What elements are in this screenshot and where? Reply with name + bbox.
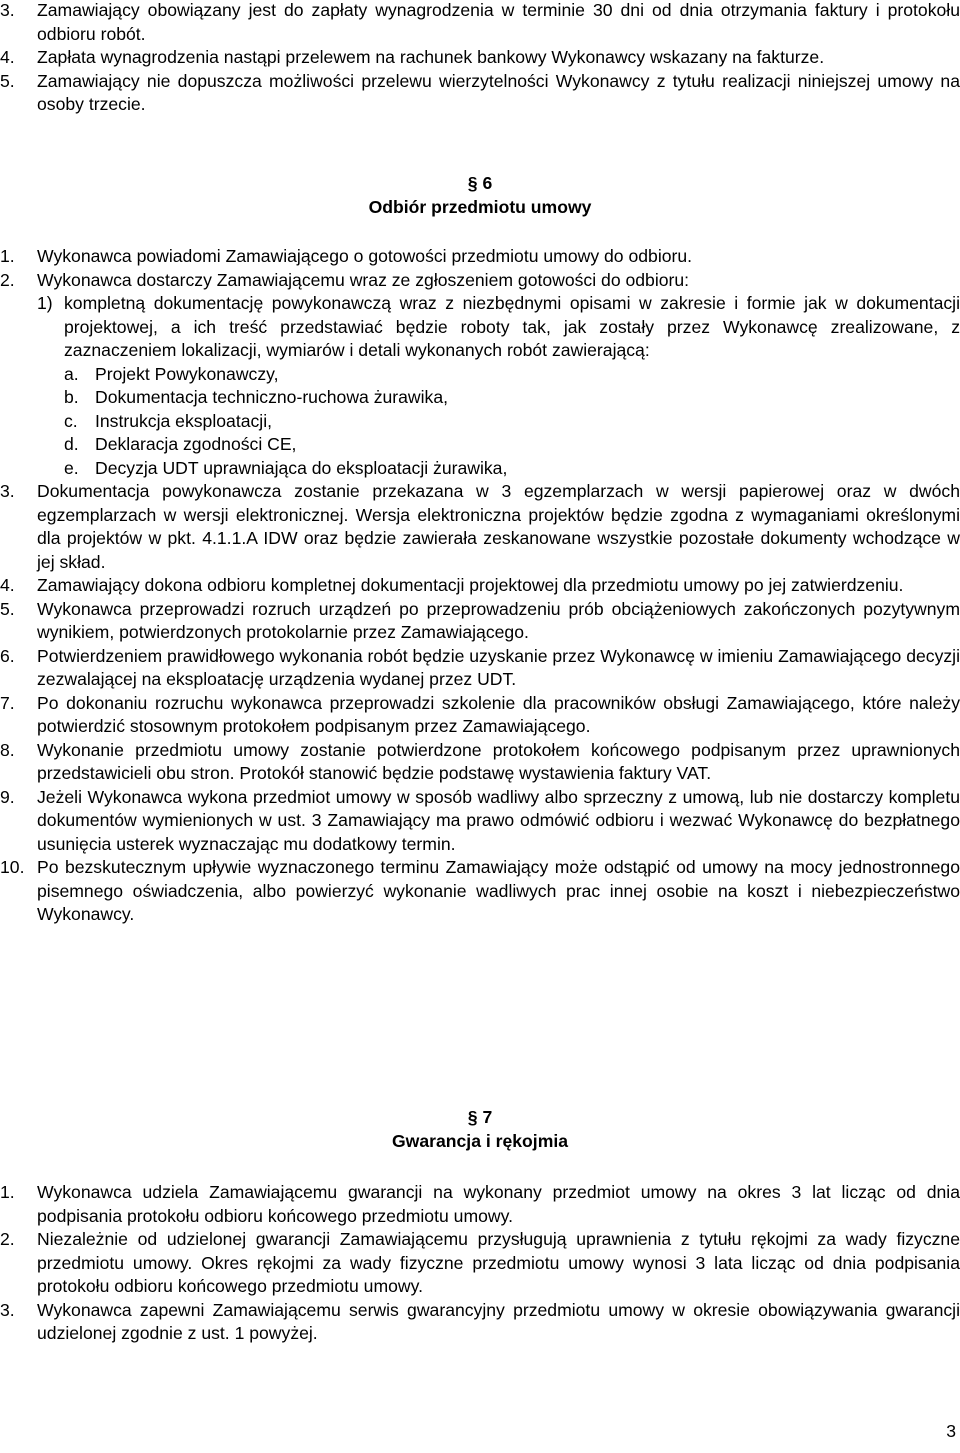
page-number: 3 [946, 1421, 956, 1441]
sub-item-number: 1) [37, 293, 53, 313]
item-number: 1. [0, 246, 15, 266]
list-item [0, 46, 960, 70]
item-text: Wykonawca powiadomi Zamawiającego o gotowości przedmiotu umowy do odbioru. [37, 246, 693, 266]
list-item [0, 739, 960, 786]
letter-number: c. [64, 410, 78, 431]
item-number: 4. [0, 47, 15, 67]
list-item [0, 692, 960, 739]
section-number: § 7 [467, 1107, 493, 1127]
item-text: Potwierdzeniem prawidłowego wykonania robót będzie uzyskanie przez Wykonawcę w imieniu Zamawiającego decyzji zezwalającej na eksploatację urządzenia wydanej przez UDT. [37, 645, 960, 689]
letter-number: d. [64, 434, 79, 454]
list-item [0, 269, 960, 481]
letter-text: Projekt Powykonawczy, [95, 363, 279, 384]
letter-text: Decyzja UDT uprawniająca do eksploatacji żurawika, [95, 457, 508, 478]
letter-number: e. [64, 457, 79, 478]
item-number: 3. [0, 1299, 15, 1320]
list-item [0, 1299, 960, 1346]
list-item [0, 480, 960, 574]
section-7-list [0, 1181, 960, 1346]
item-text: Zamawiający dokona odbioru kompletnej dokumentacji projektowej dla przedmiotu umowy po jej zatwierdzeniu. [37, 575, 904, 595]
letter-text: Instrukcja eksploatacji, [95, 410, 272, 431]
list-item [0, 245, 960, 269]
list-item [0, 645, 960, 692]
item-text: Wykonanie przedmiotu umowy zostanie potwierdzone protokołem końcowego podpisanym przez uprawnionych przedstawicieli obu stron. Protokół stanowić będzie podstawę wystawienia faktury VAT. [37, 739, 960, 783]
letter-item [64, 363, 960, 387]
section-title: Gwarancja i rękojmia [391, 1130, 569, 1151]
section-title: Odbiór przedmiotu umowy [368, 196, 592, 217]
letter-number: a. [64, 363, 79, 384]
section-number: § 6 [467, 173, 493, 193]
letter-number: b. [64, 387, 79, 407]
letter-item [64, 457, 960, 481]
item-text: Niezależnie od udzielonej gwarancji Zamawiającemu przysługują uprawnienia z tytułu rękojmi za wady fizyczne przedmiotu umowy. Okres rękojmi za wady fizyczne przedmiotu umowy wynosi 3 lata licząc od dnia podpisania protokołu odbioru końcowego przedmiotu umowy. [37, 1229, 960, 1296]
section-6-heading [0, 172, 960, 219]
item-text: Po dokonaniu rozruchu wykonawca przeprowadzi szkolenie dla pracowników obsługi Zamawiającego, które należy potwierdzić stosownym protokołem podpisanym przez Zamawiającego. [37, 692, 960, 736]
section-6-list [0, 245, 960, 927]
item-text: Dokumentacja powykonawcza zostanie przekazana w 3 egzemplarzach w wersji papierowej oraz w dwóch egzemplarzach w wersji elektronicznej. Wersja elektroniczna projektów będzie zgodna z wymaganiami określonymi dla projektów w pkt. 4.1.1.A IDW oraz będzie zawierała zeskanowane wszystkie pozostałe dokumenty wchodzące w jej skład. [37, 481, 960, 572]
item-number: 5. [0, 598, 15, 619]
list-item [0, 0, 960, 46]
sub-item [37, 292, 960, 480]
list-item [0, 786, 960, 857]
item-number: 6. [0, 645, 15, 666]
section-7-heading [0, 1106, 960, 1153]
top-items-list [0, 0, 960, 117]
item-number: 9. [0, 786, 15, 807]
item-text: Zapłata wynagrodzenia nastąpi przelewem na rachunek bankowy Wykonawcy wskazany na fakturze. [37, 47, 825, 67]
item-text: Wykonawca przeprowadzi rozruch urządzeń po przeprowadzeniu prób obciążeniowych zakończonych pozytywnym wynikiem, potwierdzonych protokolarnie przez Zamawiającego. [37, 598, 960, 642]
item-text: Wykonawca zapewni Zamawiającemu serwis gwarancyjny przedmiotu umowy w okresie obowiązywania gwarancji udzielonej zgodnie z ust. 1 powyżej. [37, 1299, 960, 1343]
letter-item [64, 433, 960, 457]
item-text: Jeżeli Wykonawca wykona przedmiot umowy w sposób wadliwy albo sprzeczny z umową, lub nie dostarczy kompletu dokumentów wymienionych w ust. 3 Zamawiający ma prawo odmówić odbioru i wezwać Wykonawcę do bezpłatnego usunięcia usterek wyznaczając mu dodatkowy termin. [37, 786, 960, 854]
item-text: Po bezskutecznym upływie wyznaczonego terminu Zamawiający może odstąpić od umowy na mocy jednostronnego pisemnego oświadczenia, albo powierzyć wykonanie wadliwych prac innej osobie na koszt i niebezpieczeństwo Wykonawcy. [37, 857, 960, 924]
list-item [0, 70, 960, 117]
list-item [0, 574, 960, 598]
item-number: 5. [0, 70, 15, 91]
item-text: Zamawiający obowiązany jest do zapłaty wynagrodzenia w terminie 30 dni od dnia otrzymania faktury i protokołu odbioru robót. [37, 0, 960, 44]
letter-item [64, 386, 960, 410]
letter-text: Dokumentacja techniczno-ruchowa żurawika, [95, 387, 449, 407]
item-number: 3. [0, 0, 15, 20]
item-number: 2. [0, 269, 15, 290]
item-number: 4. [0, 575, 15, 595]
item-text: Zamawiający nie dopuszcza możliwości przelewu wierzytelności Wykonawcy z tytułu realizacji niniejszej umowy na osoby trzecie. [37, 70, 960, 114]
sub-item-text: kompletną dokumentację powykonawczą wraz z niezbędnymi opisami w zakresie i formie jak w dokumentacji projektowej, a ich treść przedstawiać będzie roboty tak, jak zostały przez Wykonawcę zrealizowane, z zaznaczeniem lokalizacji, wymiarów i detali wykonanych robót zawierającą: [64, 293, 960, 360]
letter-text: Deklaracja zgodności CE, [95, 434, 297, 454]
list-item [0, 1228, 960, 1299]
item-number: 10. [0, 857, 25, 877]
letter-item [64, 410, 960, 434]
item-number: 8. [0, 739, 15, 760]
item-number: 1. [0, 1182, 15, 1202]
item-number: 3. [0, 481, 15, 501]
item-text: Wykonawca udziela Zamawiającemu gwarancji na wykonany przedmiot umowy na okres 3 lat licząc od dnia podpisania protokołu odbioru końcowego przedmiotu umowy. [37, 1182, 960, 1226]
letter-list [64, 363, 960, 481]
list-item [0, 1181, 960, 1228]
list-item [0, 598, 960, 645]
list-item [0, 856, 960, 927]
item-number: 2. [0, 1229, 15, 1249]
item-text: Wykonawca dostarczy Zamawiającemu wraz ze zgłoszeniem gotowości do odbioru: [37, 269, 690, 290]
item-number: 7. [0, 692, 15, 713]
